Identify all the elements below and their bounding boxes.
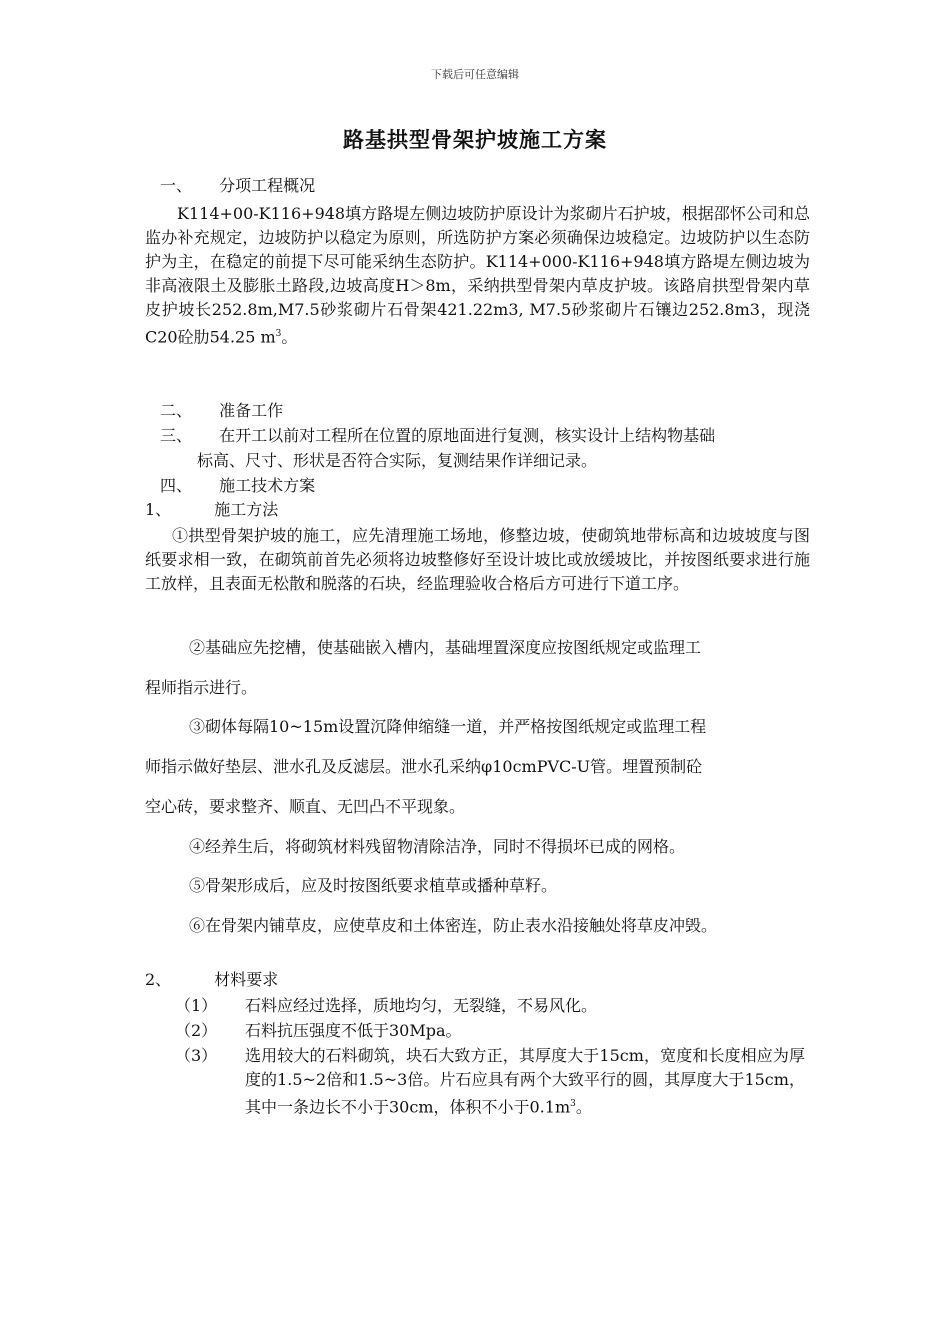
section-4-label: 施工技术方案	[219, 476, 316, 495]
overview-end: 。	[281, 327, 298, 347]
material-item-text: 石料应经过选择，质地均匀，无裂缝，不易风化。	[245, 996, 598, 1015]
material-item-number: （3）	[175, 1046, 218, 1065]
section-1-heading	[160, 176, 315, 196]
material-item-number: （1）	[175, 996, 218, 1015]
material-item-number: （2）	[175, 1021, 218, 1040]
material-item-3-end: 。	[575, 1097, 592, 1117]
method-paragraph-2-line-1: ②基础应先挖槽，使基础嵌入槽内，基础埋置深度应按图纸规定或监理工	[189, 638, 702, 657]
method-paragraph-2-line-2: 程师指示进行。	[145, 678, 258, 697]
subsection-1-heading	[145, 500, 278, 520]
section-2-number: 二、	[160, 401, 193, 420]
section-3-continuation: 标高、尺寸、形状是否符合实际，复测结果作详细记录。	[197, 451, 598, 470]
subsection-2-label: 材料要求	[214, 970, 279, 989]
method-paragraph-3-line-2: 师指示做好垫层、泄水孔及反滤层。泄水孔采纳φ10cmPVC-U管。埋置预制砼	[145, 757, 703, 776]
section-4-number: 四、	[160, 476, 193, 495]
method-paragraph-3-line-1: ③砌体每隔10~15m设置沉降伸缩缝一道，并严格按图纸规定或监理工程	[189, 717, 707, 736]
section-2-heading	[160, 401, 283, 421]
section-3-heading	[160, 426, 715, 446]
overview-text: K114+00-K116+948填方路堤左侧边坡防护原设计为浆砌片石护坡，根据邵怀公司和总监办补充规定，边坡防护以稳定为原则，所选防护方案必须确保边坡稳定。边坡防护以生态防护为主，在稳定的前提下尽可能采纳生态防护。K114+000-K116+948填方路堤左侧边坡为非高液限土及膨胀土路段,边坡高度H＞8m，采纳拱型骨架内草皮护坡。该路肩拱型骨架内草皮护坡长252.8m,M7.5砂浆砌片石骨架421.22m3, M7.5砂浆砌片石镶边252.8m3，现浇C20砼肋54.25 m	[145, 204, 810, 347]
overview-paragraph	[145, 202, 810, 349]
section-1-number: 一、	[160, 176, 193, 195]
method-paragraph-5: ⑤骨架形成后，应及时按图纸要求植草或播种草籽。	[189, 876, 558, 895]
subsection-1-label: 施工方法	[214, 500, 279, 519]
material-item-3-body: 选用较大的石料砌筑，块石大致方正，其厚度大于15cm，宽度和长度相应为厚度的1.5~2倍和1.5~3倍。片石应具有两个大致平行的圆，其厚度大于15cm，其中一条边长不小于30cm，体积不小于0.1m	[245, 1046, 805, 1117]
section-2-label: 准备工作	[219, 401, 284, 420]
subsection-1-number: 1、	[145, 500, 172, 519]
material-item-text	[245, 1044, 805, 1119]
method-paragraph-4: ④经养生后，将砌筑材料残留物清除洁净，同时不得损坏已成的网格。	[189, 837, 686, 856]
section-3-label: 在开工以前对工程所在位置的原地面进行复测，核实设计上结构物基础	[219, 426, 716, 445]
material-item-text: 石料抗压强度不低于30Mpa。	[245, 1021, 462, 1040]
subsection-2-heading	[145, 970, 278, 990]
section-3-number: 三、	[160, 426, 193, 445]
section-4-heading	[160, 476, 315, 496]
overview-superscript: 3	[275, 329, 282, 339]
method-paragraph-1: ①拱型骨架护坡的施工，应先清理施工场地，修整边坡，使砌筑地带标高和边坡坡度与图纸要求相一致，在砌筑前首先必须将边坡整修好至设计坡比或放缓坡比，并按图纸要求进行施工放样，且表面无松散和脱落的石块，经监理验收合格后方可进行下道工序。	[145, 526, 810, 593]
material-item-3-superscript: 3	[570, 1099, 576, 1109]
page-header: 下载后可任意编辑	[431, 68, 519, 81]
method-paragraph-3-line-3: 空心砖，要求整齐、顺直、无凹凸不平现象。	[145, 797, 466, 816]
subsection-2-number: 2、	[145, 970, 172, 989]
method-paragraph-6: ⑥在骨架内铺草皮，应使草皮和土体密连，防止表水沿接触处将草皮冲毁。	[189, 916, 718, 935]
section-1-label: 分项工程概况	[219, 176, 316, 195]
document-title: 路基拱型骨架护坡施工方案	[343, 127, 607, 152]
